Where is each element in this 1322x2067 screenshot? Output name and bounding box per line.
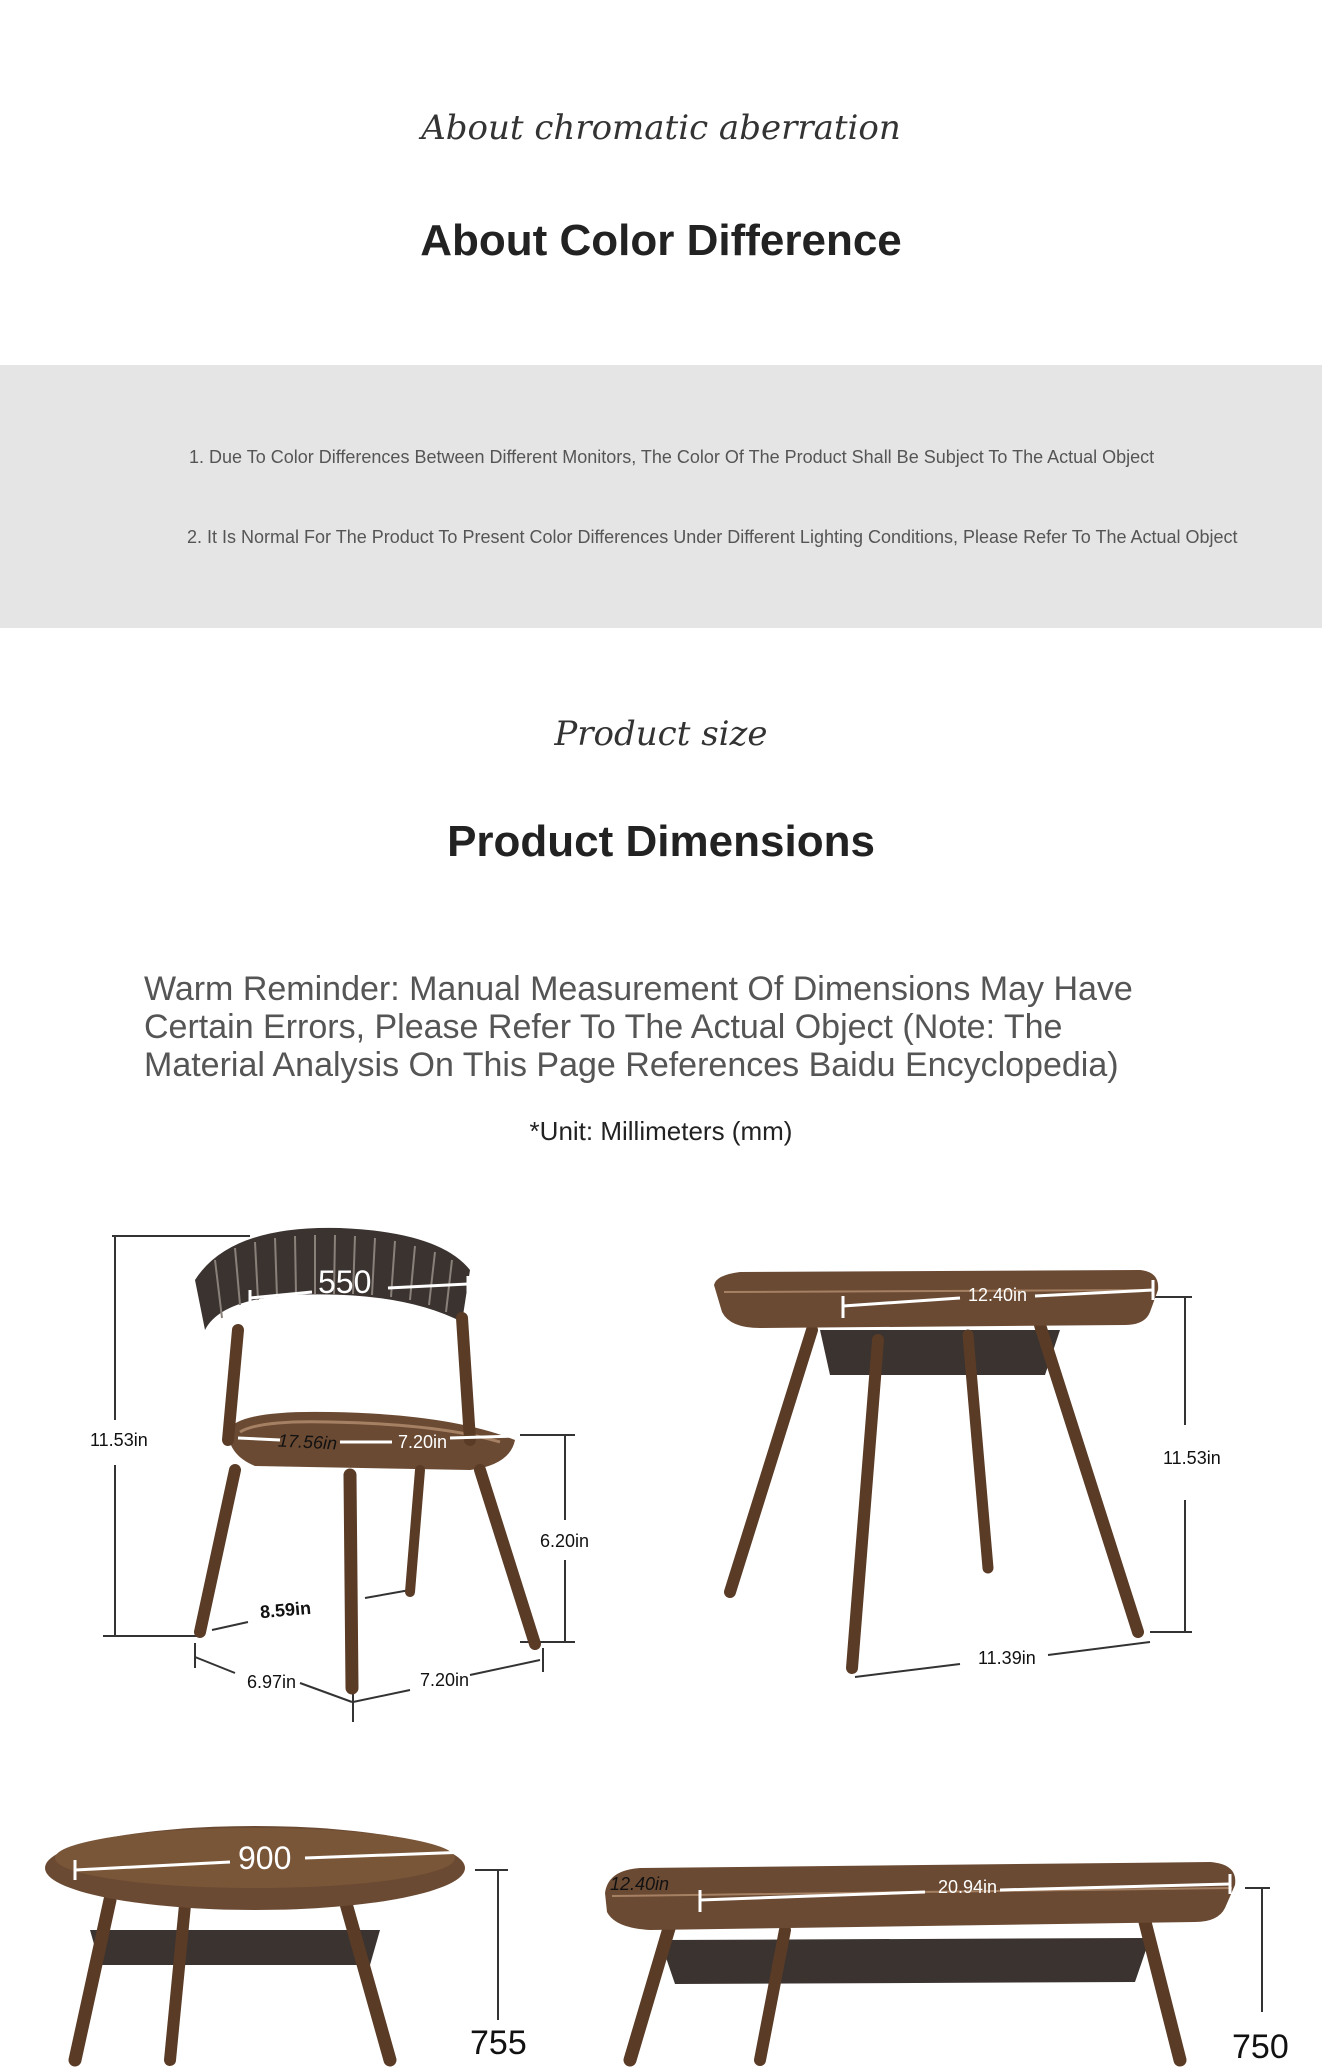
- chair-seat-height-label: 6.20in: [540, 1531, 590, 1551]
- rect-table-depth-label: 12.40in: [610, 1874, 670, 1894]
- chair-height-label: 11.53in: [90, 1430, 148, 1450]
- chair-seat-width-label: 17.56in: [277, 1430, 338, 1454]
- round-table-diameter-label: 900: [238, 1840, 292, 1876]
- square-table-height-label: 11.53in: [1163, 1448, 1221, 1468]
- rect-table-length-label: 20.94in: [938, 1877, 998, 1897]
- rect-table-height-label: 750: [1232, 2028, 1289, 2066]
- script-heading-product-size: Product size: [554, 714, 768, 754]
- notice-line-2: 2. It Is Normal For The Product To Present Color Differences Under Different Lighting Conditions, Please Refer To The Actual Object: [187, 527, 1238, 547]
- section-title-product-dimensions: Product Dimensions: [447, 817, 875, 866]
- square-table-base-depth-label: 11.39in: [978, 1648, 1036, 1668]
- warm-reminder-text: Warm Reminder: Manual Measurement Of Dimensions May Have Certain Errors, Please Refer To The Actual Object (Note: The Material Analysis On This Page References Baidu Encyclopedia): [144, 970, 1133, 1084]
- round-table-height-label: 755: [470, 2024, 527, 2062]
- section-title-color-difference: About Color Difference: [420, 216, 902, 265]
- chair-base-right-label: 7.20in: [420, 1670, 470, 1690]
- notice-line-1: 1. Due To Color Differences Between Different Monitors, The Color Of The Product Shall Be Subject To The Actual Object: [189, 447, 1155, 467]
- unit-note: *Unit: Millimeters (mm): [529, 1116, 793, 1146]
- chair-backrest-width-label: 550: [318, 1264, 372, 1300]
- square-table-top-width-label: 12.40in: [968, 1285, 1028, 1305]
- chair-base-left-label: 6.97in: [247, 1672, 297, 1692]
- chair-seat-depth-label: 7.20in: [398, 1432, 448, 1452]
- script-heading-chromatic: About chromatic aberration: [421, 108, 901, 148]
- chair-leg-span-label: 8.59in: [259, 1597, 312, 1623]
